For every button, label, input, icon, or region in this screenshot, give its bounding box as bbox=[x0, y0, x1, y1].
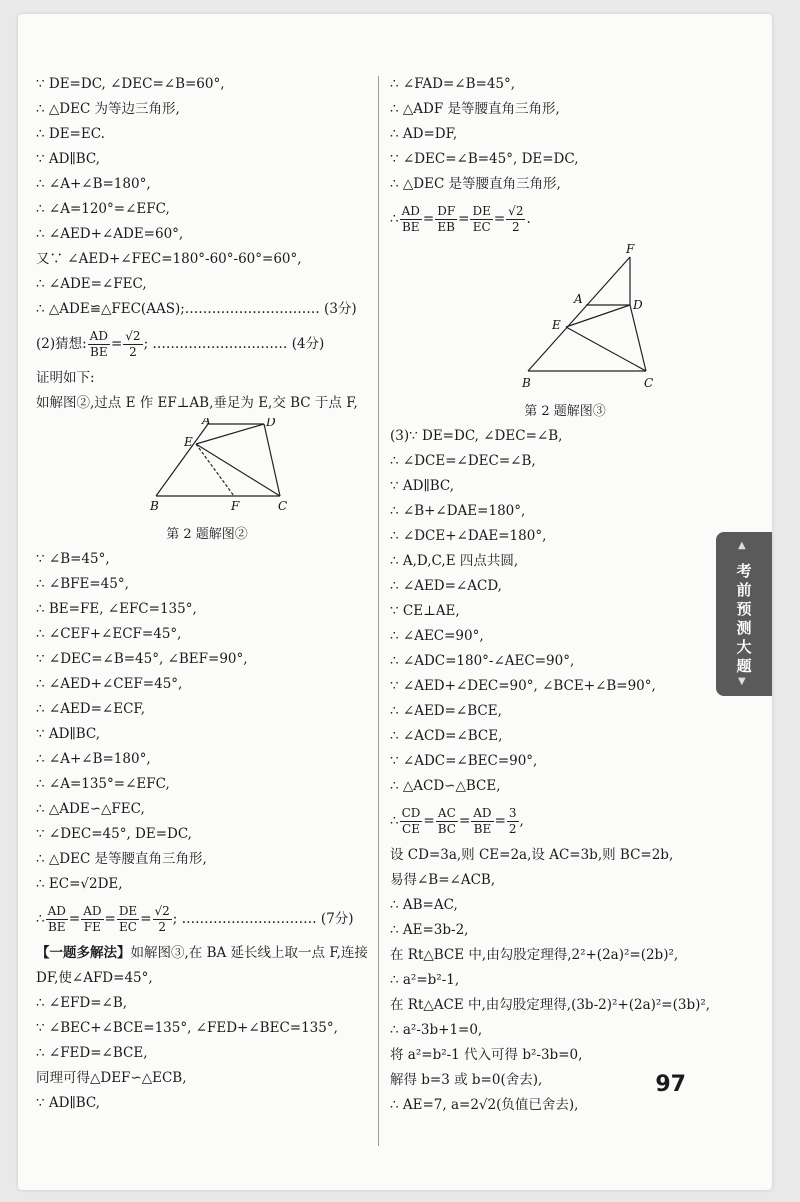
proof-line: ∴ △ADE∽△FEC, bbox=[36, 801, 145, 817]
section-side-tab[interactable] bbox=[716, 532, 772, 696]
right-block-a bbox=[390, 72, 740, 197]
proof-line: ∴ △DEC 为等边三角形, bbox=[36, 101, 180, 117]
fraction-numerator: AD bbox=[89, 329, 108, 343]
fraction-denominator: 2 bbox=[511, 220, 520, 234]
proof-line: ∵ DE=DC, ∠DEC=∠B=60°, bbox=[36, 76, 225, 92]
guess-line: (2)猜想: $\frac{AD}{BE}$ = $\frac{√2}{2}$ ; ………………………… (4分) bbox=[36, 329, 325, 359]
fraction-denominator: BE bbox=[473, 822, 492, 836]
proof-line: ∴ ∠B+∠DAE=180°, bbox=[390, 503, 526, 519]
proof-line: ∴ AE=7, a=2√2(负值已舍去), bbox=[390, 1097, 579, 1113]
label-c: C bbox=[644, 376, 654, 390]
label-e: E bbox=[184, 435, 193, 449]
proof-line: ∴ ∠A=120°=∠EFC, bbox=[36, 201, 170, 217]
proof-line: ∴ ∠AED=∠ACD, bbox=[390, 578, 502, 594]
segment-ec bbox=[566, 327, 646, 371]
proof-line: 同理可得△DEF∽△ECB, bbox=[36, 1070, 187, 1086]
proof-line: 易得∠B=∠ACB, bbox=[390, 872, 496, 888]
proof-line: ∴ △ADF 是等腰直角三角形, bbox=[390, 101, 560, 117]
left-block-b bbox=[36, 366, 378, 416]
method-text: 如解图③,在 BA 延长线上取一点 F,连接 DF,使∠AFD=45°, bbox=[36, 945, 368, 986]
fraction-numerator: 3 bbox=[508, 806, 517, 820]
fraction-denominator: BE bbox=[47, 920, 66, 934]
proof-line: ∴ DE=EC. bbox=[36, 126, 105, 142]
proof-line: 解得 b=3 或 b=0(舍去), bbox=[390, 1072, 543, 1088]
fraction-numerator: AD bbox=[83, 904, 102, 918]
proof-line: ∵ AD∥BC, bbox=[36, 1095, 100, 1111]
fraction bbox=[471, 806, 493, 837]
proof-line: ∴ A,D,C,E 四点共圆, bbox=[390, 553, 519, 569]
left-column bbox=[36, 72, 378, 1116]
fraction bbox=[507, 806, 519, 837]
proof-line: ∴ a²-3b+1=0, bbox=[390, 1022, 483, 1038]
proof-line: ∴ ∠EFD=∠B, bbox=[36, 995, 128, 1011]
proof-line: ∴ ∠DCE+∠DAE=180°, bbox=[390, 528, 547, 544]
proof-line: ∴ EC=√2DE, bbox=[36, 876, 123, 892]
fraction bbox=[46, 904, 68, 935]
label-b: B bbox=[150, 499, 159, 513]
proof-line: ∵ ∠DEC=∠B=45°, DE=DC, bbox=[390, 151, 579, 167]
proof-line: ∴ ∠BFE=45°, bbox=[36, 576, 129, 592]
proof-line: 在 Rt△ACE 中,由勾股定理得,(3b-2)²+(2a)²=(3b)², bbox=[390, 997, 711, 1013]
proof-line: ∴ AE=3b-2, bbox=[390, 922, 469, 938]
similar-ratio-prefix: ∴ bbox=[390, 813, 399, 829]
proof-line: 如解图②,过点 E 作 EF⊥AB,垂足为 E,交 BC 于点 F, bbox=[36, 395, 358, 411]
proof-line: (3)∵ DE=DC, ∠DEC=∠B, bbox=[390, 428, 563, 444]
fraction-denominator: BC bbox=[437, 822, 456, 836]
proof-line: ∴ ∠FED=∠BCE, bbox=[36, 1045, 148, 1061]
proof-line: ∵ ∠BEC+∠BCE=135°, ∠FED+∠BEC=135°, bbox=[36, 1020, 338, 1036]
proof-line: ∴ △ADE≌△FEC(AAS);………………………… (3分) bbox=[36, 301, 357, 317]
fraction bbox=[81, 904, 103, 935]
proof-line: 设 CD=3a,则 CE=2a,设 AC=3b,则 BC=2b, bbox=[390, 847, 674, 863]
right-block-b bbox=[390, 424, 740, 799]
proof-line: ∴ ∠A+∠B=180°, bbox=[36, 176, 151, 192]
fraction bbox=[117, 904, 139, 935]
fraction-numerator: AC bbox=[436, 806, 458, 822]
proof-line: 又∵ ∠AED+∠FEC=180°-60°-60°=60°, bbox=[36, 251, 302, 267]
fraction bbox=[470, 204, 492, 235]
proof-line: 在 Rt△BCE 中,由勾股定理得,2²+(2a)²=(2b)², bbox=[390, 947, 679, 963]
proof-line: ∴ ∠AED+∠CEF=45°, bbox=[36, 676, 183, 692]
label-a: A bbox=[202, 418, 211, 427]
ratio-suffix: . bbox=[526, 211, 531, 227]
ratio-line: ∴ $\frac{AD}{BE}$ = $\frac{DF}{EB}$ = $\frac{DE}{EC}$ = $\frac{√2}{2}$ . bbox=[390, 204, 531, 234]
left-block-c bbox=[36, 547, 378, 897]
proof-line: ∵ ∠AED+∠DEC=90°, ∠BCE+∠B=90°, bbox=[390, 678, 656, 694]
proof-line: ∴ ∠ACD=∠BCE, bbox=[390, 728, 503, 744]
ratio-prefix: ∴ bbox=[390, 211, 399, 227]
segment-dc bbox=[630, 305, 646, 371]
label-d: D bbox=[633, 298, 643, 312]
proof-line: 将 a²=b²-1 代入可得 b²-3b=0, bbox=[390, 1047, 583, 1063]
conclusion-suffix: ; ………………………… (7分) bbox=[172, 911, 354, 927]
segment-ec bbox=[196, 444, 280, 496]
label-b: B bbox=[522, 376, 531, 390]
proof-line: ∴ △DEC 是等腰直角三角形, bbox=[36, 851, 207, 867]
fraction-numerator: CD bbox=[401, 806, 421, 820]
label-d: D bbox=[266, 418, 276, 429]
proof-line: ∴ △ACD∽△BCE, bbox=[390, 778, 501, 794]
segment-ed bbox=[566, 305, 630, 327]
figure-2-caption: 第 2 题解图② bbox=[166, 527, 248, 542]
proof-line: ∵ ∠ADC=∠BEC=90°, bbox=[390, 753, 538, 769]
fraction-numerator: AD bbox=[401, 204, 420, 218]
label-c: C bbox=[278, 499, 288, 513]
page-number: 97 bbox=[655, 1072, 686, 1097]
figure-3-diagram bbox=[390, 243, 740, 393]
fraction bbox=[435, 204, 457, 235]
proof-line: ∴ ∠CEF+∠ECF=45°, bbox=[36, 626, 182, 642]
fraction bbox=[153, 904, 172, 935]
conclusion-line: ∴ $\frac{AD}{BE}$ = $\frac{AD}{FE}$ = $\frac{DE}{EC}$ = $\frac{√2}{2}$ ; ………………………… (7分) bbox=[36, 904, 354, 934]
fraction-numerator: AD bbox=[473, 806, 492, 820]
fraction-numerator: DE bbox=[472, 204, 491, 218]
fraction bbox=[88, 329, 110, 360]
label-f: F bbox=[231, 499, 240, 513]
proof-line: ∵ CE⊥AE, bbox=[390, 603, 460, 619]
side-tab-label: 考前预测大题 bbox=[736, 562, 752, 675]
proof-line: ∴ BE=FE, ∠EFC=135°, bbox=[36, 601, 197, 617]
method-paragraph bbox=[36, 941, 378, 991]
fraction-denominator: BE bbox=[401, 220, 420, 234]
proof-line: ∴ ∠AED=∠ECF, bbox=[36, 701, 145, 717]
proof-line: ∴ ∠ADE=∠FEC, bbox=[36, 276, 147, 292]
fraction-denominator: 2 bbox=[158, 920, 166, 934]
document-page bbox=[18, 14, 772, 1190]
proof-line: ∴ ∠AED=∠BCE, bbox=[390, 703, 502, 719]
similar-ratio-line: ∴ $\frac{CD}{CE}$ = $\frac{AC}{BC}$ = $\frac{AD}{BE}$ = $\frac{3}{2}$ , bbox=[390, 806, 524, 836]
label-f: F bbox=[626, 243, 635, 256]
proof-line: ∴ a²=b²-1, bbox=[390, 972, 460, 988]
fraction-denominator: EC bbox=[472, 220, 491, 234]
fraction-denominator: CE bbox=[402, 822, 420, 836]
fraction-denominator: 2 bbox=[129, 345, 137, 359]
fraction bbox=[400, 204, 422, 235]
proof-line: ∵ AD∥BC, bbox=[390, 478, 454, 494]
segment-dc bbox=[264, 424, 280, 496]
fraction-numerator: √2 bbox=[154, 904, 170, 918]
fraction-denominator: EC bbox=[119, 920, 137, 934]
left-block-d bbox=[36, 991, 378, 1116]
similar-ratio-suffix: , bbox=[519, 813, 524, 829]
arrow-down-icon: ▼ bbox=[738, 676, 746, 687]
fraction-denominator: EB bbox=[437, 220, 455, 234]
fraction-denominator: 2 bbox=[508, 822, 517, 836]
segment-ef-dashed bbox=[196, 444, 234, 496]
proof-line: ∴ ∠A+∠B=180°, bbox=[36, 751, 151, 767]
fraction-numerator: √2 bbox=[125, 329, 141, 343]
fraction-denominator: BE bbox=[90, 345, 108, 359]
right-column bbox=[390, 72, 740, 1118]
proof-line: ∴ △DEC 是等腰直角三角形, bbox=[390, 176, 561, 192]
fraction-numerator: DF bbox=[437, 204, 456, 218]
fraction bbox=[123, 329, 142, 360]
fraction-numerator: AD bbox=[47, 904, 66, 918]
fraction bbox=[506, 204, 525, 235]
label-e: E bbox=[552, 318, 561, 332]
proof-line: ∴ ∠AED+∠ADE=60°, bbox=[36, 226, 184, 242]
right-block-c bbox=[390, 843, 740, 1118]
fraction bbox=[436, 806, 458, 837]
left-block-a bbox=[36, 72, 378, 322]
proof-line: ∵ ∠DEC=45°, DE=DC, bbox=[36, 826, 192, 842]
column-divider bbox=[378, 76, 379, 1146]
figure-2-diagram bbox=[36, 418, 378, 516]
proof-line: ∴ ∠FAD=∠B=45°, bbox=[390, 76, 516, 92]
proof-line: 证明如下: bbox=[36, 370, 95, 386]
proof-line: ∵ AD∥BC, bbox=[36, 726, 100, 742]
proof-line: ∴ ∠ADC=180°-∠AEC=90°, bbox=[390, 653, 575, 669]
guess-suffix: ; ………………………… (4分) bbox=[143, 336, 325, 352]
proof-line: ∵ ∠B=45°, bbox=[36, 551, 110, 567]
fraction-numerator: DE bbox=[118, 904, 138, 918]
method-label: 【一题多解法】 bbox=[36, 945, 131, 961]
segment-ba bbox=[156, 424, 208, 496]
proof-line: ∴ ∠AEC=90°, bbox=[390, 628, 484, 644]
arrow-up-icon: ▲ bbox=[738, 540, 746, 551]
conclusion-prefix: ∴ bbox=[36, 911, 45, 927]
fraction-numerator: √2 bbox=[508, 204, 524, 218]
proof-line: ∴ ∠DCE=∠DEC=∠B, bbox=[390, 453, 536, 469]
figure-3 bbox=[390, 243, 740, 422]
guess-prefix: (2)猜想: bbox=[36, 336, 87, 352]
proof-line: ∴ AB=AC, bbox=[390, 897, 458, 913]
label-a: A bbox=[574, 292, 583, 306]
fraction-denominator: FE bbox=[83, 920, 101, 934]
fraction bbox=[400, 806, 423, 837]
proof-line: ∵ AD∥BC, bbox=[36, 151, 100, 167]
figure-2 bbox=[36, 418, 378, 545]
proof-line: ∴ ∠A=135°=∠EFC, bbox=[36, 776, 170, 792]
proof-line: ∴ AD=DF, bbox=[390, 126, 458, 142]
figure-3-caption: 第 2 题解图③ bbox=[524, 404, 606, 419]
proof-line: ∵ ∠DEC=∠B=45°, ∠BEF=90°, bbox=[36, 651, 248, 667]
